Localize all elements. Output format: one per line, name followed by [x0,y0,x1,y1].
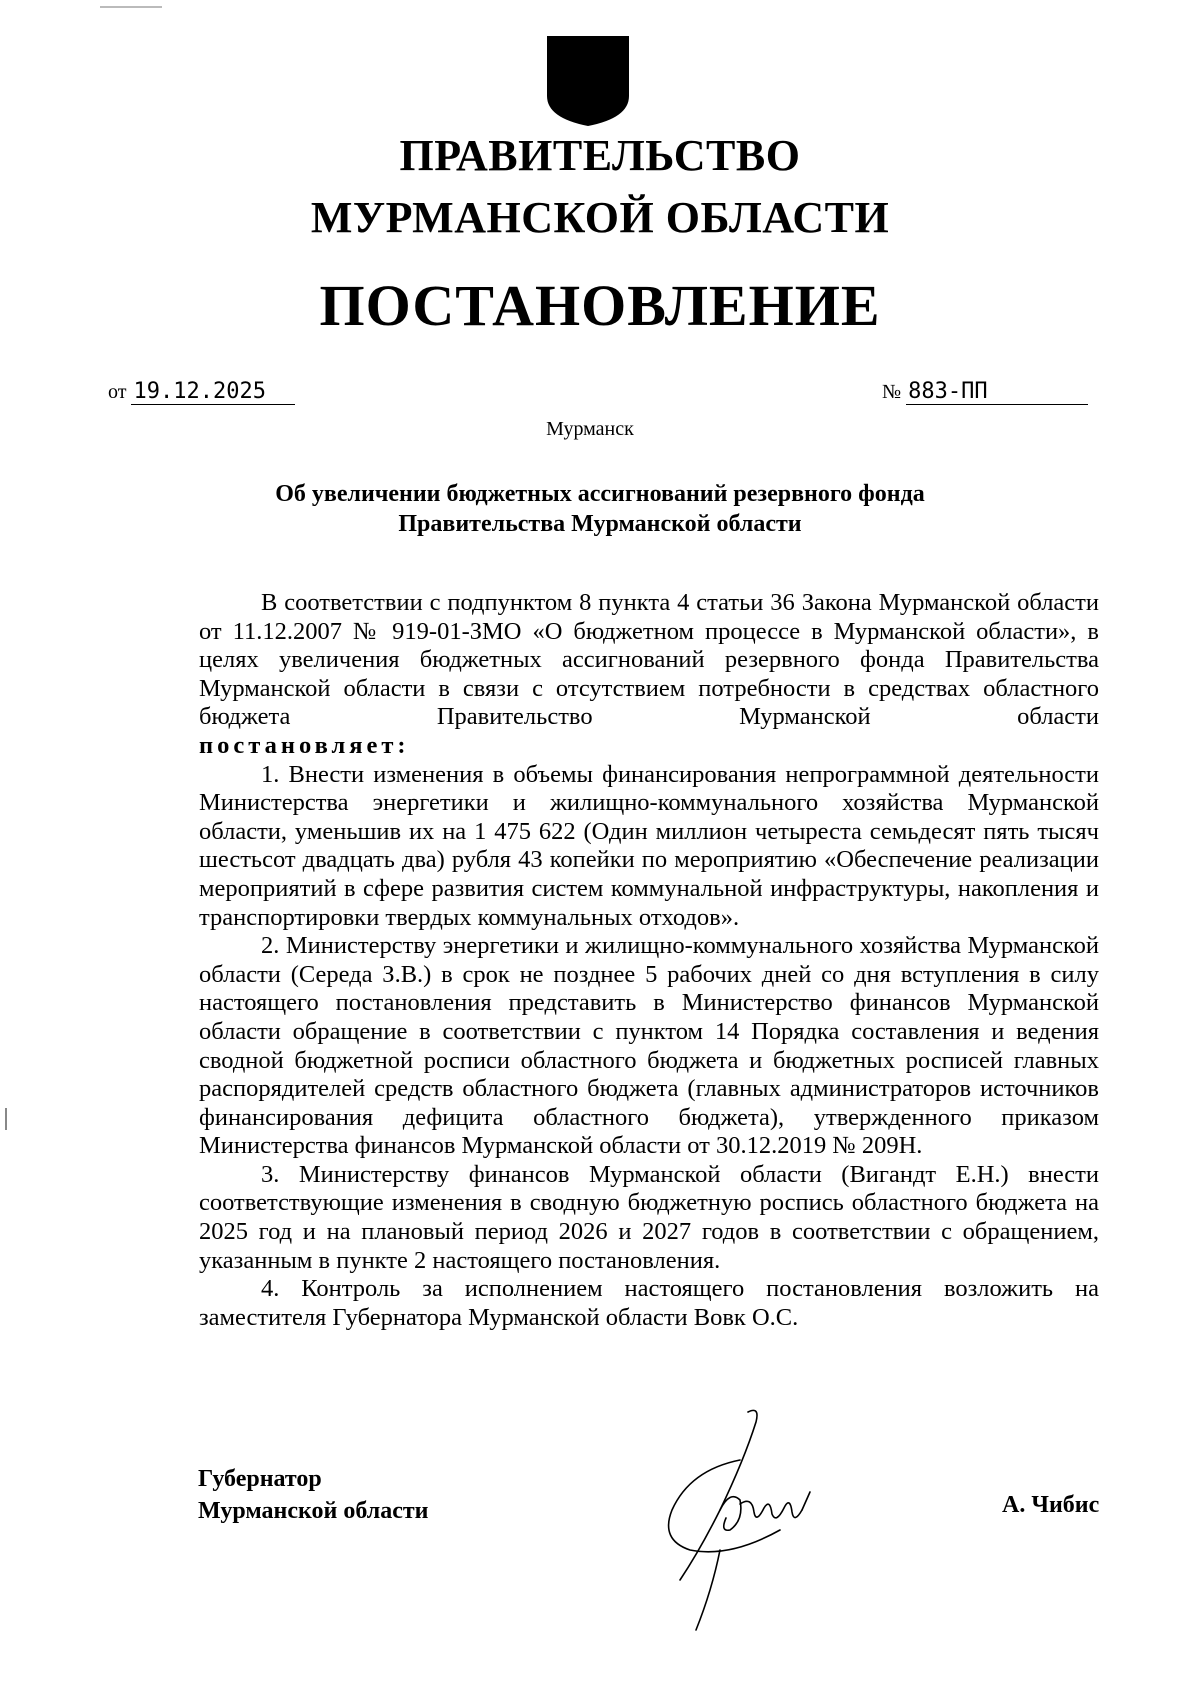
org-name-line2: МУРМАНСКОЙ ОБЛАСТИ [310,193,890,242]
resolves-word: постановляет: [199,731,410,759]
subject-line2: Правительства Мурманской области [398,511,802,537]
document-date: 19.12.2025 [131,380,295,405]
coat-of-arms-icon [545,34,631,128]
scan-edge-mark [100,6,162,8]
number-prefix: № [882,381,902,403]
document-number: 883-ПП [906,380,1088,405]
preamble-paragraph: В соответствии с подпунктом 8 пункта 4 статьи 36 Закона Мурманской области от 11.12.2007 № 919-01-ЗМО «О бюджетном процессе в Мурманской области», в целях увеличения бюджетных ассигнований резервного фонда Правительства Мурманской области в связи с отсутствием потребности в средствах областного бюджета Правительство Мурманской области [199,589,1099,731]
item-2: 2. Министерству энергетики и жилищно-коммунального хозяйства Мурманской области (Середа З.В.) в срок не позднее 5 рабочих дней со дня вступления в силу настоящего постановления представить в Министерство финансов Мурманской области обращение в соответствии с пунктом 14 Порядка составления и ведения сводной бюджетной росписи областного бюджета и бюджетных росписей главных распорядителей средств областного бюджета (главных администраторов источников финансирования дефицита областного бюджета), утвержденного приказом Министерства финансов Мурманской области от 30.12.2019 № 209Н. [199,932,1099,1160]
item-4: 4. Контроль за исполнением настоящего постановления возложить на заместителя Губернатора Мурманской области Вовк О.С. [199,1275,1099,1331]
item-3: 3. Министерству финансов Мурманской области (Вигандт Е.Н.) внести соответствующие изменения в сводную бюджетную роспись областного бюджета на 2025 год и на плановый период 2026 и 2027 годов в соответствии с обращением, указанным в пункте 2 настоящего постановления. [199,1160,1099,1274]
position-line2: Мурманской области [198,1498,429,1524]
subject-line1: Об увеличении бюджетных ассигнований резервного фонда [275,481,925,507]
scan-edge-mark [5,1108,7,1130]
signatory-name: А. Чибис [1002,1492,1100,1518]
document-type: ПОСТАНОВЛЕНИЕ [319,273,881,338]
org-name-line1: ПРАВИТЕЛЬСТВО [399,131,801,180]
document-subject [0,479,1200,539]
number-row [882,380,1088,405]
handwritten-signature [660,1400,860,1650]
item-1: 1. Внести изменения в объемы финансирования непрограммной деятельности Министерства энергетики и жилищно-коммунального хозяйства Мурманской области, уменьшив их на 1 475 622 (Один миллион четыреста семьдесят пять тысяч шестьсот двадцать два) рубля 43 копейки по мероприятию «Обеспечение реализации мероприятий в сфере развития систем коммунальной инфраструктуры, накопления и транспортировки твердых коммунальных отходов». [199,760,1099,931]
date-prefix: от [108,381,127,403]
position-line1: Губернатор [198,1466,322,1492]
date-row [108,380,295,405]
signatory-position [198,1463,428,1527]
city: Мурманск [546,418,634,440]
resolves-line [199,732,1099,761]
document-body [199,589,1099,1332]
